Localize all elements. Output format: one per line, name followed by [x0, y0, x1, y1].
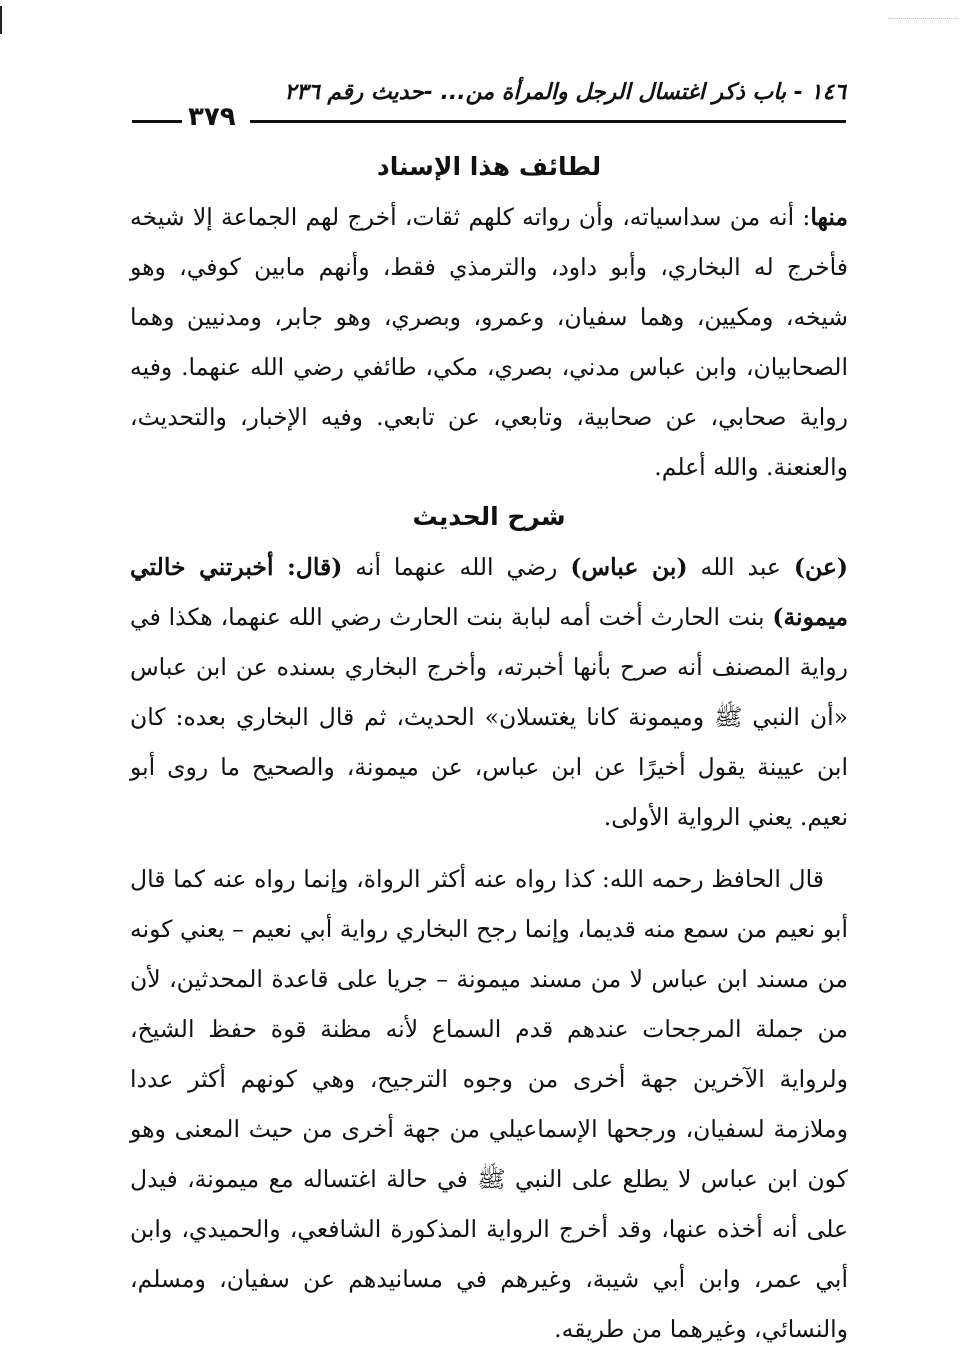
page-number: ٣٧٩ — [188, 102, 236, 132]
section-title-isnad: لطائف هذا الإسناد — [376, 152, 602, 181]
quote-an: (عن) — [793, 553, 849, 581]
main-text — [130, 142, 848, 1354]
scan-dotted-mark — [888, 18, 958, 19]
abdullah-text: عبد الله — [687, 553, 794, 581]
page-number-rule — [132, 120, 182, 123]
header-rule — [250, 120, 846, 123]
quote-ibn-abbas: (بن عباس) — [570, 553, 688, 581]
sharh-body-1: بنت الحارث أخت أمه لبابة بنت الحارث رضي الله عنهما، هكذا في رواية المصنف أنه صرح بأنها أخبرته، وأخرج البخاري بسنده عن ابن عباس «أن النبي ﷺ وميمونة كانا يغتسلان» الحديث، ثم قال البخاري بعده: كان ابن عيينة يقول أخيرًا عن ابن عباس، عن ميمونة، والصحيح ما روى أبو نعيم. يعني الرواية الأولى. — [130, 603, 848, 831]
sharh-paragraph-1 — [130, 542, 848, 842]
isnad-body: : أنه من سداسياته، وأن رواته كلهم ثقات، أخرج لهم الجماعة إلا شيخه فأخرج له البخاري، وأبو داود، والترمذي فقط، وأنهم مابين كوفي، وهو شيخه، ومكيين، وهما سفيان، وعمرو، وبصري، وهو جابر، ومدنيين وهما الصحابيان، وابن عباس مدني، بصري، مكي، طائفي رضي الله عنهما. وفيه رواية صحابي، عن صحابية، وتابعي، عن تابعي. وفيه الإخبار، والتحديث، والعنعنة. والله أعلم. — [130, 203, 848, 481]
quote-qala: (قال: أخبرتني خالتي ميمونة) — [130, 553, 848, 631]
scan-edge-mark — [0, 6, 2, 34]
chapter-header-text: ١٤٦ - باب ذكر اغتسال الرجل والمرأة من... -حديث رقم ٢٣٦ — [284, 80, 846, 105]
running-header — [132, 80, 846, 132]
radiya-text: رضي الله عنهما أنه — [342, 553, 571, 581]
section-title-sharh: شرح الحديث — [412, 502, 566, 531]
isnad-paragraph — [130, 192, 848, 492]
sharh-paragraph-2: قال الحافظ رحمه الله: كذا رواه عنه أكثر الرواة، وإنما رواه عنه كما قال أبو نعيم من سمع منه قديما، وإنما رجح البخاري رواية أبي نعيم – يعني كونه من مسند ابن عباس لا من مسند ميمونة – جريا على قاعدة المحدثين، لأن من جملة المرجحات عندهم قدم السماع لأنه مظنة قوة حفظ الشيخ، ولرواية الآخرين جهة أخرى من وجوه الترجيح، وهي كونهم أكثر عددا وملازمة لسفيان، ورجحها الإسماعيلي من جهة أخرى من حيث المعنى وهو كون ابن عباس لا يطلع على النبي ﷺ في حالة اغتساله مع ميمونة، فيدل على أنه أخذه عنها، وقد أخرج الرواية المذكورة الشافعي، والحميدي، وابن أبي عمر، وابن أبي شيبة، وغيرهم في مسانيدهم عن سفيان، ومسلم، والنسائي، وغيرهما من طريقه. — [130, 865, 848, 1343]
isnad-lead-word: منها — [810, 203, 848, 231]
